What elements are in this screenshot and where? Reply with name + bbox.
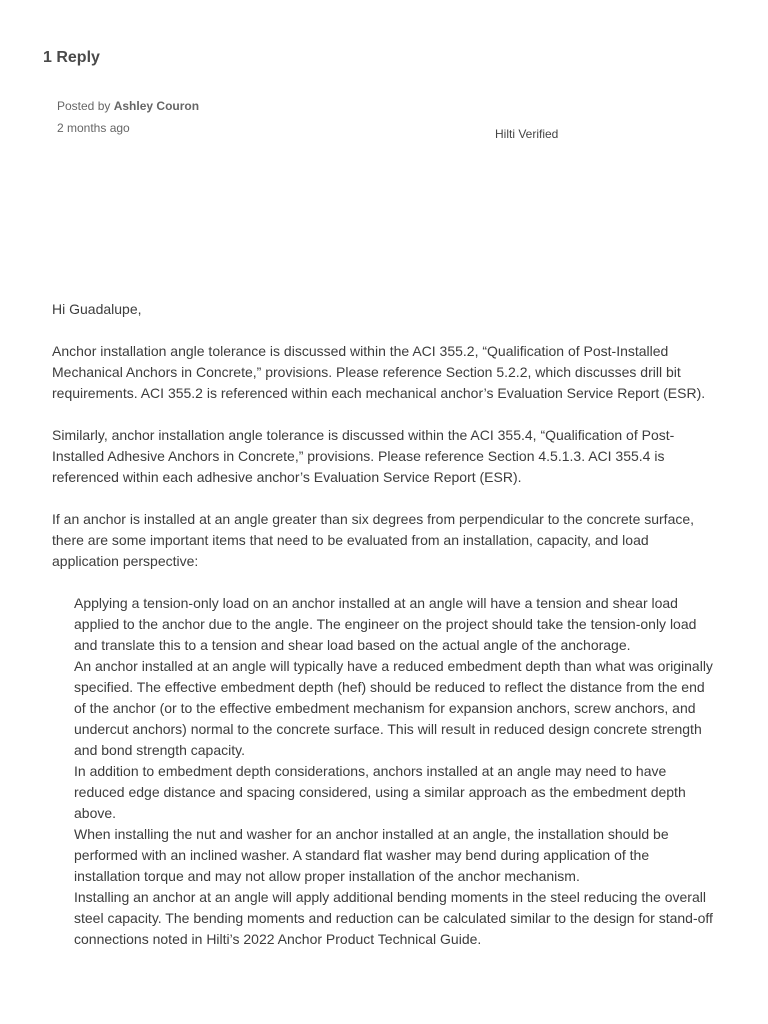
greeting: Hi Guadalupe,	[52, 301, 142, 317]
list-item: Installing an anchor at an angle will apply additional bending moments in the steel reducing the overall steel capacity. The bending moments and reduction can be calculated similar to the design for stand-off connections noted in Hilti’s 2022 Anchor Product Technical Guide.	[74, 889, 713, 947]
post-meta	[57, 95, 199, 139]
verified-badge: Hilti Verified	[495, 127, 559, 141]
consideration-list	[52, 593, 716, 950]
list-item: When installing the nut and washer for an anchor installed at an angle, the installation should be performed with an inclined washer. A standard flat washer may bend during application of the installation torque and may not allow proper installation of the anchor mechanism.	[74, 826, 669, 884]
list-item: An anchor installed at an angle will typically have a reduced embedment depth than what was originally specified. The effective embedment depth (hef) should be reduced to reflect the distance from the end of the anchor (or to the effective embedment mechanism for expansion anchors, screw anchors, and undercut anchors) normal to the concrete surface. This will result in reduced design concrete strength and bond strength capacity.	[74, 658, 713, 758]
list-item: Applying a tension-only load on an anchor installed at an angle will have a tension and shear load applied to the anchor due to the angle. The engineer on the project should take the tension-only load and translate this to a tension and shear load based on the actual angle of the anchorage.	[74, 595, 697, 653]
post-time: 2 months ago	[57, 121, 130, 135]
list-item: In addition to embedment depth considerations, anchors installed at an angle may need to have reduced edge distance and spacing considered, using a similar approach as the embedment depth above.	[74, 763, 686, 821]
posted-by-label: Posted by	[57, 99, 111, 113]
body-paragraph: Anchor installation angle tolerance is discussed within the ACI 355.2, “Qualification of Post-Installed Mechanical Anchors in Concrete,” provisions. Please reference Section 5.2.2, which discusses drill bit requirements. ACI 355.2 is referenced within each mechanical anchor’s Evaluation Service Report (ESR).	[52, 343, 706, 401]
reply-body	[52, 299, 716, 950]
posted-by-line	[57, 95, 199, 117]
author-name[interactable]: Ashley Couron	[113, 99, 200, 113]
body-paragraph: If an anchor is installed at an angle greater than six degrees from perpendicular to the concrete surface, there are some important items that need to be evaluated from an installation, capacity, and load application perspective:	[52, 511, 695, 569]
reply-count-heading: 1 Reply	[43, 49, 100, 66]
body-paragraph: Similarly, anchor installation angle tolerance is discussed within the ACI 355.4, “Qualification of Post-Installed Adhesive Anchors in Concrete,” provisions. Please reference Section 4.5.1.3. ACI 355.4 is referenced within each adhesive anchor’s Evaluation Service Report (ESR).	[52, 427, 675, 485]
